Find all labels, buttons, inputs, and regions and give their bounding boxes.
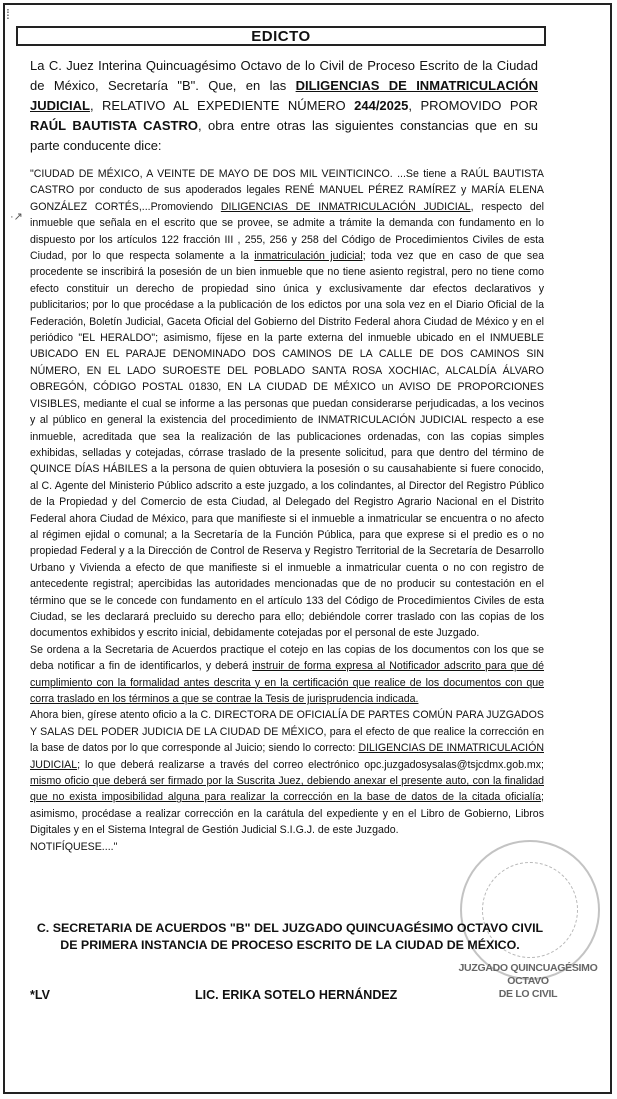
signatory-name: LIC. ERIKA SOTELO HERNÁNDEZ: [195, 988, 398, 1002]
resolution-text: [30, 166, 544, 855]
document-title: EDICTO: [16, 26, 546, 46]
promovente-name: RAÚL BAUTISTA CASTRO: [30, 118, 198, 133]
closing-line-1: C. SECRETARIA DE ACUERDOS "B" DEL JUZGADO QUINCUAGÉSIMO OCTAVO CIVIL: [36, 921, 544, 935]
initials: *LV: [30, 988, 50, 1002]
closing-block: [30, 920, 550, 954]
intro-paragraph: La C. Juez Interina Quincuagésimo Octavo de lo Civil de Proceso Escrito de la Ciudad de México, Secretaría "B". Que, en las DILIGENCIAS DE INMATRICULACIÓN JUDICIAL, RELATIVO AL EXPEDIENTE NÚMERO 244/2025, PROMOVIDO POR RAÚL BAUTISTA CASTRO, obra entre otras las siguientes constancias que en su parte conducente dice:: [30, 58, 538, 153]
resolution-paragraph-4: NOTIFÍQUESE....": [30, 840, 118, 853]
resolution-paragraph-3: Ahora bien, gírese atento oficio a la C. DIRECTORA DE OFICIALÍA DE PARTES COMÚN PARA JUZGADOS Y SALAS DEL PODER JUDICIA DE LA CIUDAD DE MÉXICO, para el efecto de que realice la corrección en la base de datos por lo que corresponde al Juicio; siendo lo correcto: DILIGENCIAS DE INMATRICULACIÓN JUDICIAL; lo que deberá realizarse a través del correo electrónico opc.juzgadosysalas@tsjcdmx.gob.mx; mismo oficio que deberá ser firmado por la Suscrita Juez, debiendo anexar el presente auto, con la finalidad que no exista imposibilidad alguna para realizar la corrección en la base de datos de la citada oficialía; asimismo, procédase a realizar corrección en la carátula del expediente y en el Libro de Gobierno, Libros Digitales y en el Sistema Integral de Gestión Judicial S.I.G.J. de este Juzgado.: [30, 709, 544, 837]
resolution-paragraph-1: "CIUDAD DE MÉXICO, A VEINTE DE MAYO DE DOS MIL VEINTICINCO. ...Se tiene a RAÚL BAUTISTA CASTRO por conducto de sus apoderados legales RENÉ MANUEL PÉREZ RAMÍREZ y MARÍA ELENA GONZÁLEZ CORTÉS,...Promoviendo DILIGENCIAS DE INMATRICULACIÓN JUDICIAL, respecto del inmueble que señala en el escrito que se provee, se admite a trámite la demanda con fundamento en lo dispuesto por los artículos 122 fracción III , 255, 256 y 258 del Código de Procedimientos Civiles de esta Ciudad, por lo que respecta solamente a la inmatriculación judicial; toda vez que en caso de que sea procedente se inscribirá la posesión de un bien inmueble que no tiene asiento registral, pero no tiene como efecto constituir un derecho de propiedad sino única y exclusivamente dar efectos declarativos y publicitarios; por lo que procédase a la publicación de los edictos por una sola vez en el Diario Oficial de la Federación, Boletín Judicial, Gaceta Oficial del Gobierno del Distrito Federal ahora Ciudad de México y en el periódico "EL HERALDO"; asimismo, fíjese en la parte externa del inmueble ubicado en el INMUEBLE UBICADO EN EL PARAJE DENOMINADO DOS CAMINOS DE LA CALLE DE DOS CAMINOS SIN NÚMERO, EN EL LADO SUROESTE DEL POBLADO SANTA ROSA XOCHIAC, ALCALDÍA ÁLVARO OBREGÓN, CÓDIGO POSTAL 01830, EN LA CIUDAD DE MÉXICO un AVISO DE PROPORCIONES VISIBLES, mediante el cual se informe a las personas que puedan considerarse perjudicadas, a los vecinos y al público en general la existencia del procedimiento de INMATRICULACIÓN JUDICIAL respecto a ese inmueble, acreditada que sea la realización de las publicaciones ordenadas, con las copias simples exhibidas, selladas y cotejadas, córrase traslado de la presente solicitud, para que dentro del término de QUINCE DÍAS HÁBILES a la persona de quien obtuviera la posesión o su causahabiente si fuere conocido, al C. Agente del Ministerio Público adscrito a este juzgado, a los colindantes, al Director del Registro Público de la Propiedad y del Comercio de esta Ciudad, al Delegado del Registro Agrario Nacional en el Distrito Federal ahora Ciudad de México, para que manifieste si el inmueble a inmatricular se encuentra o no afecto al régimen ejidal o comunal; a la Secretaría de la Función Pública, para que exprese si el predio es o no propiedad Federal y a la Dirección de Control de Reserva y Registro Territorial de la Secretaría de Desarrollo Urbano y Vivienda a efecto de que manifieste si el inmueble a inmatricular cuenta o no con registro de antecedente registral; apercibidas las autoridades mencionadas que de no producir su contestación en el término que se le concede con fundamento en el artículo 133 del Código de Procedimientos Civiles de esta Ciudad, se les declarará precluido su derecho para ello; debiéndole correr traslado con las copias de los documentos exhibidos y escrito inicial, debidamente cotejadas por el personal de este Juzgado.: [30, 168, 544, 640]
resolution-paragraph-2: Se ordena a la Secretaria de Acuerdos practique el cotejo en las copias de los documentos con los que se deba notificar a fin de identificarlos, y deberá instruir de forma expresa al Notificador adscrito para que dé cumplimiento con la formalidad antes descrita y en la certificación que realice de los documentos con que corra traslado en los términos a que se contrae la Tesis de jurisprudencia indicada.: [30, 643, 545, 705]
case-number: 244/2025: [354, 98, 409, 113]
court-stamp: JUZGADO QUINCUAGÉSIMO OCTAVO DE LO CIVIL: [458, 962, 598, 1000]
closing-line-2: DE PRIMERA INSTANCIA DE PROCESO ESCRITO DE LA CIUDAD DE MÉXICO.: [60, 938, 520, 952]
proceeding-name: DILIGENCIAS DE INMATRICULACIÓN JUDICIAL: [30, 78, 538, 113]
margin-mark: ·↗: [10, 211, 23, 223]
margin-mark: ⁞: [6, 6, 10, 22]
